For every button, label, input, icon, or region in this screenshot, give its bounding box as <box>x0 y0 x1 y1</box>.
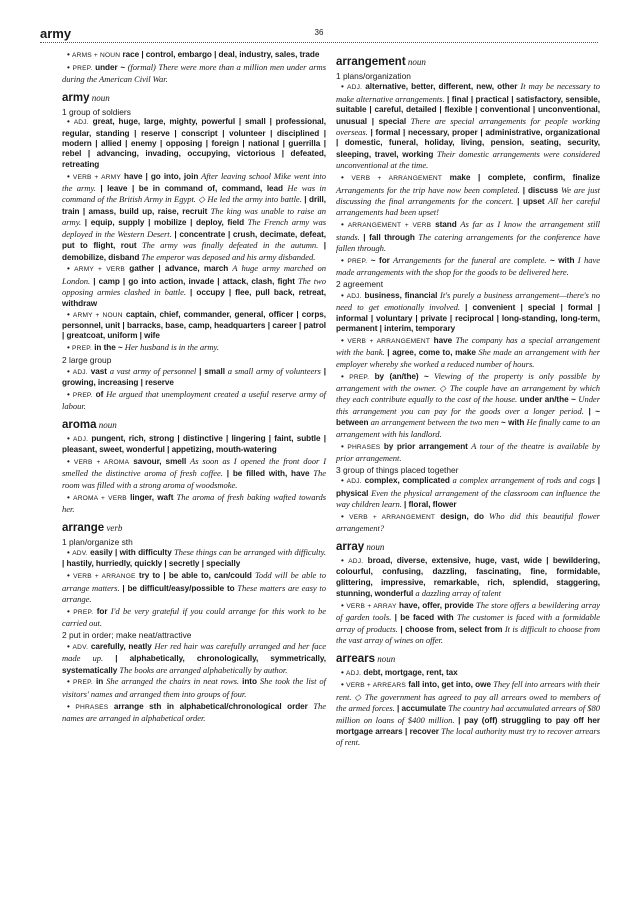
example: The store offers a bewildering array of garden tools. <box>336 599 601 623</box>
collocations: | equip, supply | mobilize | deploy, field <box>81 218 245 228</box>
bullet-marker: • <box>67 571 74 581</box>
grammar-label: PREP. <box>72 679 93 687</box>
grammar-label: PREP. <box>349 373 370 381</box>
collocations: | pay (off) struggling to pay off her mortgage arrears | recover <box>336 715 600 737</box>
bullet-marker: • <box>67 701 76 711</box>
running-head: army <box>40 26 72 41</box>
entry-headword <box>336 56 600 69</box>
example: a small army of volunteers <box>224 365 321 376</box>
collocation-block <box>336 81 600 171</box>
example: Arrangements for the funeral are complete. <box>389 255 547 265</box>
example: The books are arranged alphabetically by author. <box>117 664 288 675</box>
left-column <box>62 50 326 725</box>
bullet-marker: • <box>341 667 347 677</box>
collocations: have | go into, join <box>120 171 199 181</box>
bullet-marker: • <box>67 264 75 274</box>
headword-text: arrangement <box>336 56 406 68</box>
collocations: | upset <box>513 196 545 206</box>
page-header <box>40 26 598 44</box>
collocations: | choose from, select from <box>397 624 503 634</box>
collocations: | ~ between <box>336 406 600 428</box>
collocations: | small <box>196 366 225 376</box>
collocations: | be difficult/easy/possible to <box>119 583 235 593</box>
grammar-label: ADJ. <box>73 435 89 443</box>
headword-text: army <box>62 91 90 104</box>
collocations: easily | with difficulty <box>87 547 172 557</box>
example: a dazzling array of talent <box>413 587 501 598</box>
example: an arrangement between the two men <box>368 417 499 428</box>
collocations: ~ with <box>498 418 525 428</box>
collocations: | formal | necessary, proper | administrative, organizational | domestic, funeral, holiday, living, pension, seating, security, sleeping, travel, working <box>336 128 600 159</box>
example: The company has a special arrangement with the bank. <box>336 334 600 358</box>
collocation-block <box>62 342 326 354</box>
collocations: | growing, increasing | reserve <box>62 366 327 387</box>
part-of-speech: noun <box>89 92 110 103</box>
example: Even the physical arrangement of the classroom can influence the way children learn. <box>336 487 600 510</box>
bullet-marker: • <box>67 117 74 127</box>
example: She made an arrangement with her employer whereby she worked a reduced number of hours. <box>336 347 600 369</box>
example: It's purely a business arrangement—there's no need to get emotionally involved. <box>336 289 601 313</box>
example: He was in command of the British Army in Egypt. ◇ He led the army into battle. <box>62 183 326 205</box>
collocations: | final | practical | satisfactory, sensible, suitable | careful, detailed | flexible | conventional | unconventional, unusual | special <box>336 94 600 126</box>
sense-heading: 1 group of soldiers <box>62 106 131 117</box>
example: The room was filled with a strong aroma of woodsmoke. <box>62 468 327 490</box>
grammar-label: VERB + ARREARS <box>346 682 406 690</box>
collocation-block <box>62 171 326 263</box>
part-of-speech: verb <box>104 522 123 533</box>
example: The army was finally defeated in the autumn. <box>136 240 319 251</box>
collocation-block <box>336 556 600 600</box>
example: These things can be arranged with difficulty. <box>171 546 326 557</box>
collocation-block <box>62 456 326 491</box>
example: Todd will be able to arrange matters. <box>62 570 327 593</box>
example: He argued that unemployment created a useful reserve army of labour. <box>62 388 327 412</box>
bullet-marker: • <box>341 555 349 565</box>
collocation-block <box>336 511 600 535</box>
collocations: under ~ <box>92 62 126 72</box>
collocations: pungent, rich, strong | distinctive | lingering | faint, subtle | pleasant, sweet, wonderful | appetizing, mouth-watering <box>62 433 326 455</box>
collocations: | hastily, hurriedly, quickly | secretly | specially <box>62 559 241 569</box>
collocations: | alphabetically, chronologically, symmetrically, systematically <box>62 654 327 675</box>
part-of-speech: noun <box>405 57 426 67</box>
collocations: broad, diverse, extensive, huge, vast, wide | bewildering, colourful, confusing, dazzling, fascinating, fine, formidable, glittering, impressive, remarkable, rich, splendid, staggering, stunning, wonderful <box>336 555 600 598</box>
collocations: | convenient | special | formal | informal | voluntary | private | reciprocal | long-standing, long-term, permanent | interim, temporary <box>336 303 600 333</box>
collocations: | concentrate | crush, decimate, defeat, put to flight, rout <box>62 229 326 251</box>
collocation-block <box>62 50 326 61</box>
grammar-label: PREP. <box>347 258 368 265</box>
collocations: ~ for <box>367 256 390 265</box>
example: The country had accumulated arrears of $80 million on loans of $400 million. <box>336 703 600 725</box>
grammar-label: ADJ. <box>346 478 362 486</box>
example: I have made arrangements with the shop for the goods to be delivered here. <box>336 255 601 278</box>
headword-text: arrange <box>62 521 105 534</box>
collocation-block <box>62 263 326 309</box>
grammar-label: PREP. <box>72 345 92 353</box>
grammar-label: VERB + ARRANGEMENT <box>351 175 443 183</box>
grammar-label: ADJ. <box>72 368 88 376</box>
collocations: | fall through <box>359 232 415 242</box>
collocations: | leave | be in command of, command, lead <box>95 184 284 194</box>
collocations: in the ~ <box>91 343 123 353</box>
collocation-block <box>62 641 326 676</box>
grammar-label: VERB + ARRANGE <box>73 573 136 581</box>
bullet-marker: • <box>341 476 347 486</box>
collocations: | drill, train | amass, build up, raise, recruit <box>62 195 326 216</box>
example: The aroma of fresh baking wafted towards her. <box>62 491 326 515</box>
bullet-marker: • <box>67 343 73 353</box>
collocations: | be faced with <box>391 613 454 623</box>
bullet-marker: • <box>67 389 73 399</box>
example: Arrangements for the trip have now been completed. <box>336 184 520 195</box>
collocations: arrange sth in alphabetical/chronological order <box>108 701 308 711</box>
grammar-label: ADV. <box>72 643 89 651</box>
bullet-marker: • <box>67 641 73 651</box>
grammar-label: AROMA + VERB <box>73 494 127 502</box>
collocation-block <box>62 117 326 170</box>
collocation-block <box>336 668 600 679</box>
collocations: | discuss <box>519 185 559 195</box>
grammar-label: VERB + ARRAY <box>346 602 397 610</box>
grammar-label: VERB + ARRANGEMENT <box>349 513 436 521</box>
example: The local authority must try to recover arrears of rent. <box>336 726 601 748</box>
collocations: | physical <box>336 476 600 498</box>
grammar-label: ADV. <box>72 549 88 557</box>
bullet-marker: • <box>67 606 74 616</box>
grammar-label: VERB + AROMA <box>73 459 130 466</box>
part-of-speech: noun <box>364 541 385 552</box>
example: All her careful arrangements had been upset! <box>336 195 600 218</box>
example: The French army was deployed in the Western Desert. <box>62 217 326 239</box>
bullet-marker: • <box>67 309 73 319</box>
collocation-block <box>336 679 600 748</box>
grammar-label: VERB + ARRANGEMENT <box>347 337 431 345</box>
collocation-block <box>62 62 326 86</box>
collocations: | demobilize, disband <box>62 241 326 262</box>
collocations: carefully, neatly <box>88 641 152 651</box>
grammar-label: ADJ. <box>346 669 362 677</box>
entry-headword <box>336 541 600 554</box>
collocations: alternative, better, different, new, other <box>362 82 518 92</box>
example: The customer is faced with a formidable array of products. <box>336 612 600 634</box>
collocations: great, huge, large, mighty, powerful | small | professional, regular, standing | reserve | conscript | volunteer | disciplined | modern | allied | enemy | opposing | foreign | national | guerrilla | rebel | advancing, invading, occupying, victorious | defeated, retreating <box>62 117 326 169</box>
collocation-block <box>336 219 600 254</box>
collocations: | be filled with, have <box>222 469 310 479</box>
collocation-block <box>62 434 326 456</box>
example: After leaving school Mike went into the army. <box>62 170 326 194</box>
collocation-block <box>336 475 600 510</box>
collocations: | accumulate <box>394 704 447 714</box>
collocation-block <box>336 371 600 440</box>
bullet-marker: • <box>341 680 347 690</box>
collocations: in <box>92 677 104 687</box>
sense-heading: 1 plans/organization <box>336 71 411 81</box>
bullet-marker: • <box>67 457 74 466</box>
collocation-block <box>62 676 326 700</box>
headword-text: array <box>336 540 365 553</box>
collocation-block <box>336 290 600 335</box>
collocations: design, do <box>435 511 484 521</box>
example: The king was unable to raise an army. <box>62 205 326 228</box>
example: The emperor was deposed and his army disbanded. <box>139 251 316 262</box>
bullet-marker: • <box>341 600 347 610</box>
collocations: by (an/the) ~ <box>369 371 429 381</box>
bullet-marker: • <box>67 677 73 687</box>
collocation-block <box>336 335 600 370</box>
entry-headword <box>62 419 326 432</box>
grammar-label: ADJ. <box>347 84 363 92</box>
grammar-label: PREP. <box>73 608 94 616</box>
part-of-speech: noun <box>375 653 396 664</box>
collocation-block <box>62 492 326 516</box>
entry-headword <box>62 92 326 105</box>
grammar-label: ARRANGEMENT + VERB <box>347 222 432 230</box>
headword-text: aroma <box>62 418 97 431</box>
example: Her husband is in the army. <box>122 342 219 353</box>
sense-heading: 2 large group <box>62 355 112 366</box>
example: Their domestic arrangements were considered unconventional at the time. <box>336 148 600 171</box>
example: There are special arrangements for people working overseas. <box>336 115 600 138</box>
collocations: business, financial <box>361 290 438 300</box>
example: They fell into arrears with their rent. ◇ The government has agreed to pay all arrears owed to members of the armed forces. <box>336 679 600 714</box>
grammar-label: ARMY + VERB <box>74 266 125 274</box>
example: A huge army marched on London. <box>62 263 326 286</box>
header-rule <box>40 42 598 43</box>
example: She took the list of visitors' names and arranged them into groups of four. <box>62 676 327 699</box>
collocations: try to | be able to, can/could <box>135 571 252 581</box>
collocations: | camp | go into action, invade | attack, clash, fight <box>90 276 295 286</box>
collocations: captain, chief, commander, general, officer | corps, personnel, unit | barracks, base, camp, headquarters | career | patrol | greatcoat, uniform | wife <box>62 309 326 341</box>
example: (formal) There were more than a million men under arms during the American Civil War. <box>62 61 326 85</box>
grammar-label: PHRASES <box>347 443 381 451</box>
example: Her red hair was carefully arranged and her face made up. <box>62 640 326 664</box>
collocations: ~ with <box>546 256 575 265</box>
bullet-marker: • <box>67 171 73 181</box>
bullet-marker: • <box>341 173 352 183</box>
bullet-marker: • <box>341 256 348 265</box>
bullet-marker: • <box>67 492 74 502</box>
sense-heading: 2 agreement <box>336 279 384 290</box>
example: Who did this beautiful flower arrangement? <box>336 510 600 534</box>
collocations: for <box>93 606 108 616</box>
example: I'd be very grateful if you could arrange for this work to be carried out. <box>62 605 326 629</box>
collocations: fall into, get into, owe <box>405 680 491 690</box>
example: Viewing of the property is only possible by arrangement with the owner. ◇ The couple have an arrangement by which they each contribute equally to the cost of the house. <box>336 370 600 405</box>
bullet-marker: • <box>341 371 350 381</box>
bullet-marker: • <box>67 547 73 557</box>
bullet-marker: • <box>67 62 73 72</box>
collocations: make | complete, confirm, finalize <box>442 173 600 183</box>
collocation-block <box>62 366 326 389</box>
example: He finally came to an arrangement with his landlord. <box>336 417 600 439</box>
collocations: | floral, flower <box>401 500 457 510</box>
sense-heading: 1 plan/organize sth <box>62 536 133 547</box>
grammar-label: PHRASES <box>75 703 109 711</box>
collocation-block <box>62 606 326 630</box>
collocation-block <box>62 310 326 342</box>
part-of-speech: noun <box>96 419 117 430</box>
collocations: under an/the ~ <box>517 395 576 405</box>
grammar-label: ADJ. <box>346 292 362 300</box>
example: As soon as I opened the front door I smelled the distinctive aroma of fresh coffee. <box>62 456 327 479</box>
grammar-label: ADJ. <box>348 557 364 565</box>
collocations: linger, waft <box>126 492 174 502</box>
bullet-marker: • <box>341 220 348 230</box>
example: The names are arranged in alphabetical order. <box>62 700 326 724</box>
example: It is difficult to choose from the vast array of wines on offer. <box>336 623 600 646</box>
bullet-marker: • <box>341 290 347 300</box>
grammar-label: ARMY + NOUN <box>72 311 123 319</box>
collocations: | occupy | flee, pull back, retreat, withdraw <box>62 288 326 308</box>
example: The two opposing armies clashed in battle. <box>62 275 326 298</box>
example: a vast army of personnel <box>106 365 197 376</box>
collocations: vast <box>87 366 107 376</box>
sense-heading: 2 put in order; make neat/attractive <box>62 630 192 641</box>
example: A tour of the theatre is available by prior arrangement. <box>336 440 600 463</box>
collocations: debt, mortgage, rent, tax <box>361 667 458 677</box>
collocations: race | control, embargo | deal, industry, sales, trade <box>120 50 320 59</box>
page-number: 36 <box>314 28 324 37</box>
bullet-marker: • <box>67 433 74 443</box>
right-column <box>336 50 600 749</box>
grammar-label: PREP. <box>72 391 93 399</box>
collocation-block <box>62 701 326 725</box>
bullet-marker: • <box>341 82 348 92</box>
collocations: into <box>239 677 257 687</box>
grammar-label: VERB + ARMY <box>72 173 121 181</box>
collocation-block <box>62 547 326 570</box>
example: These matters are easy to arrange. <box>62 582 326 605</box>
bullet-marker: • <box>67 50 73 59</box>
collocations: by prior arrangement <box>380 441 468 451</box>
collocation-block <box>336 172 600 219</box>
grammar-label: ARMS + NOUN <box>72 52 121 59</box>
collocations: | agree, come to, make <box>384 348 476 358</box>
example: We are just discussing the final arrangements for the concert. <box>336 184 600 206</box>
collocations: gather | advance, march <box>124 264 229 274</box>
grammar-label: ADJ. <box>73 119 89 127</box>
collocations: have, offer, provide <box>396 600 474 610</box>
bullet-marker: • <box>341 511 350 521</box>
collocation-block <box>62 570 326 605</box>
collocation-block <box>336 600 600 647</box>
headword-text: arrears <box>336 652 376 665</box>
example: It may be necessary to make alternative arrangements. <box>336 81 600 104</box>
example: a complex arrangement of rods and cogs <box>449 475 595 486</box>
collocation-block <box>336 441 600 465</box>
sense-heading: 3 group of things placed together <box>336 464 459 475</box>
example: As far as I know the arrangement still stands. <box>336 219 600 242</box>
example: The catering arrangements for the conference have fallen through. <box>336 231 600 254</box>
entry-headword <box>62 522 326 535</box>
entry-headword <box>336 653 600 666</box>
collocations: savour, smell <box>129 457 187 466</box>
bullet-marker: • <box>341 441 348 451</box>
bullet-marker: • <box>341 335 348 345</box>
bullet-marker: • <box>67 366 73 376</box>
example: She arranged the chairs in neat rows. <box>103 676 239 687</box>
collocations: of <box>92 389 104 399</box>
collocation-block <box>62 389 326 413</box>
collocations: have <box>430 335 453 345</box>
example: Under this arrangement you can pay for the goods over a longer period. <box>336 394 600 416</box>
collocation-block <box>336 255 600 279</box>
grammar-label: PREP. <box>72 64 93 72</box>
collocations: complex, complicated <box>361 476 450 486</box>
collocations: stand <box>431 220 457 230</box>
